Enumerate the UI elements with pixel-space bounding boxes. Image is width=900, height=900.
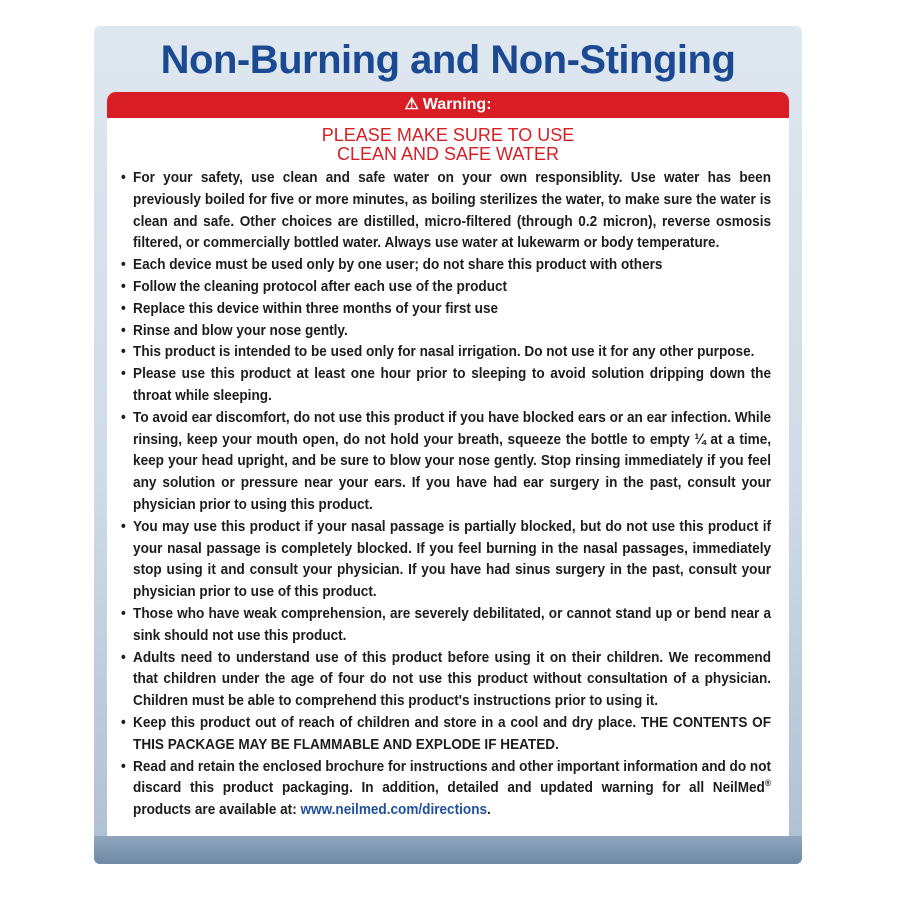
panel-bottom-strip: [94, 836, 802, 864]
list-item: • You may use this product if your nasal passage is partially blocked, but do not use this product if your nasal passage is completely blocked. If you feel burning in the nasal passages, immediately stop using it and consult your physician. If you have had sinus surgery in the past, consult your physician prior to use of this product.: [133, 517, 771, 604]
list-item: • Follow the cleaning protocol after each use of the product: [133, 277, 771, 299]
last-item-text-after: products are available at:: [133, 802, 301, 819]
list-item: • Keep this product out of reach of children and store in a cool and dry place. THE CONTENTS OF THIS PACKAGE MAY BE FLAMMABLE AND EXPLODE IF HEATED.: [133, 713, 771, 757]
directions-link[interactable]: www.neilmed.com/directions: [300, 802, 488, 819]
list-item: • To avoid ear discomfort, do not use this product if you have blocked ears or an ear infection. While rinsing, keep your mouth open, do not hold your breath, squeeze the bottle to empty ¼ at a time, keep your head upright, and be sure to blow your nose gently. Stop rinsing immediately if you feel any solution or pressure near your ears. If you have had ear surgery in the past, consult your physician prior to using this product.: [133, 408, 771, 517]
warning-bar: [107, 92, 789, 118]
list-item: • Each device must be used only by one user; do not share this product with others: [133, 255, 771, 277]
list-item: • Replace this device within three months of your first use: [133, 299, 771, 321]
warning-triangle-icon: ⚠: [404, 96, 419, 113]
subtitle-line-2: CLEAN AND SAFE WATER: [336, 144, 560, 164]
warning-list: [107, 168, 784, 822]
headline: Non-Burning and Non-Stinging: [160, 38, 736, 82]
list-item: • Rinse and blow your nose gently.: [133, 321, 771, 343]
list-item: • This product is intended to be used only for nasal irrigation. Do not use it for any other purpose.: [133, 342, 771, 364]
list-item: • Please use this product at least one hour prior to sleeping to avoid solution dripping down the throat while sleeping.: [133, 364, 771, 408]
package-panel: [94, 26, 802, 864]
list-item: • For your safety, use clean and safe water on your own responsiblity. Use water has been previously boiled for five or more minutes, as boiling sterilizes the water, to make sure the water is clean and safe. Other choices are distilled, micro-filtered (through 0.2 micron), reverse osmosis filtered, or commercially bottled water. Always use water at lukewarm or body temperature.: [133, 168, 771, 255]
list-item-last: [133, 757, 771, 822]
warning-label: Warning:: [422, 96, 492, 113]
subtitle-line-1: PLEASE MAKE SURE TO USE: [321, 125, 575, 145]
last-item-end: .: [487, 802, 491, 819]
list-item: • Those who have weak comprehension, are severely debilitated, or cannot stand up or bend near a sink should not use this product.: [133, 604, 771, 648]
registered-mark: ®: [764, 778, 772, 789]
last-item-text: Read and retain the enclosed brochure for instructions and other important information and do not discard this product packaging. In addition, detailed and updated warning for all NeilMed: [133, 758, 772, 797]
warning-card: [107, 92, 789, 850]
list-item: • Adults need to understand use of this product before using it on their children. We recommend that children under the age of four do not use this product without consultation of a physician. Children must be able to comprehend this product's instructions prior to using it.: [133, 648, 771, 713]
subtitle: [107, 126, 789, 164]
